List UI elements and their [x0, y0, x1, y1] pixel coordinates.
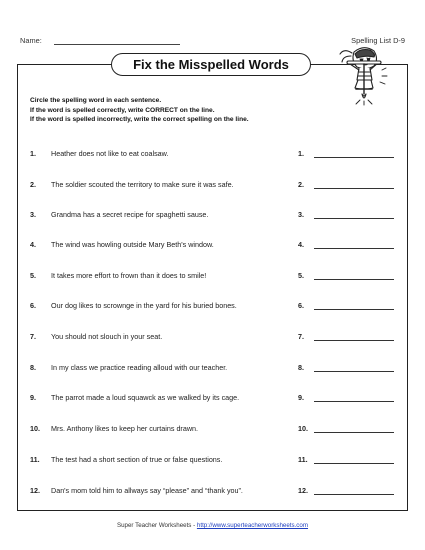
- footer-site-name: Super Teacher Worksheets: [116, 522, 192, 529]
- question-number: 5.: [30, 271, 36, 280]
- question-sentence: It takes more effort to frown than it does to smile!: [51, 271, 207, 280]
- question-item-6: [0, 301, 425, 313]
- name-row: [20, 36, 180, 45]
- answer-line[interactable]: [314, 309, 394, 310]
- question-number: 7.: [30, 332, 36, 341]
- instructions: [30, 96, 350, 125]
- question-number: 8.: [30, 363, 36, 372]
- answer-line[interactable]: [314, 188, 394, 189]
- question-item-3: [0, 210, 425, 222]
- answer-number: 12.: [298, 486, 308, 495]
- answer-number: 2.: [298, 180, 304, 189]
- answer-line[interactable]: [314, 463, 394, 464]
- instruction-line-3: If the word is spelled incorrectly, write the correct spelling on the line.: [30, 116, 249, 123]
- worksheet-frame: [17, 64, 408, 511]
- answer-number: 10.: [298, 424, 308, 433]
- answer-number: 5.: [298, 271, 304, 280]
- answer-number: 9.: [298, 393, 304, 402]
- question-sentence: The parrot made a loud squawck as we walked by its cage.: [51, 393, 240, 402]
- question-item-2: [0, 180, 425, 192]
- question-number: 3.: [30, 210, 36, 219]
- question-number: 9.: [30, 393, 36, 402]
- answer-line[interactable]: [314, 432, 394, 433]
- question-item-11: [0, 455, 425, 467]
- question-sentence: The soldier scouted the territory to make sure it was safe.: [51, 180, 234, 189]
- footer: [0, 522, 425, 529]
- question-sentence: Mrs. Anthony likes to keep her curtains drawn.: [51, 424, 199, 433]
- answer-number: 6.: [298, 301, 304, 310]
- question-sentence: Dan's mom told him to allways say “please” and “thank you”.: [51, 486, 243, 495]
- question-item-1: [0, 149, 425, 161]
- instruction-line-1: Circle the spelling word in each sentence.: [30, 97, 162, 104]
- answer-line[interactable]: [314, 401, 394, 402]
- question-item-7: [0, 332, 425, 344]
- question-sentence: Heather does not like to eat coalsaw.: [51, 149, 169, 158]
- question-item-10: [0, 424, 425, 436]
- answer-number: 3.: [298, 210, 304, 219]
- instruction-line-2: If the word is spelled correctly, write CORRECT on the line.: [30, 106, 215, 114]
- name-label: Name:: [20, 36, 42, 45]
- answer-line[interactable]: [314, 279, 394, 280]
- question-sentence: Grandma has a secret recipe for spaghetti sause.: [51, 210, 209, 219]
- question-sentence: In my class we practice reading alloud with our teacher.: [51, 363, 228, 372]
- question-sentence: The test had a short section of true or false questions.: [51, 455, 223, 464]
- footer-separator: -: [193, 522, 196, 529]
- answer-line[interactable]: [314, 340, 394, 341]
- answer-line[interactable]: [314, 157, 394, 158]
- question-number: 12.: [30, 486, 40, 495]
- answer-line[interactable]: [314, 371, 394, 372]
- question-item-12: [0, 486, 425, 498]
- name-field-line[interactable]: [54, 36, 180, 45]
- question-item-5: [0, 271, 425, 283]
- answer-number: 4.: [298, 240, 304, 249]
- question-sentence: The wind was howling outside Mary Beth's window.: [51, 240, 214, 249]
- question-number: 11.: [30, 455, 40, 464]
- worksheet-title: Fix the Misspelled Words: [111, 53, 311, 76]
- answer-number: 1.: [298, 149, 304, 158]
- answer-line[interactable]: [314, 248, 394, 249]
- question-number: 6.: [30, 301, 36, 310]
- question-item-4: [0, 240, 425, 252]
- answer-line[interactable]: [314, 218, 394, 219]
- answer-number: 11.: [298, 455, 308, 464]
- answer-number: 8.: [298, 363, 304, 372]
- answer-line[interactable]: [314, 494, 394, 495]
- question-item-8: [0, 363, 425, 375]
- question-sentence: Our dog likes to scrownge in the yard for his buried bones.: [51, 301, 237, 310]
- footer-link[interactable]: http://www.superteacherworksheets.com: [196, 522, 309, 529]
- question-number: 2.: [30, 180, 36, 189]
- question-item-9: [0, 393, 425, 405]
- answer-number: 7.: [298, 332, 304, 341]
- question-number: 4.: [30, 240, 36, 249]
- question-sentence: You should not slouch in your seat.: [51, 332, 163, 341]
- question-number: 1.: [30, 149, 36, 158]
- question-number: 10.: [30, 424, 40, 433]
- spelling-list-label: Spelling List D-9: [351, 36, 405, 45]
